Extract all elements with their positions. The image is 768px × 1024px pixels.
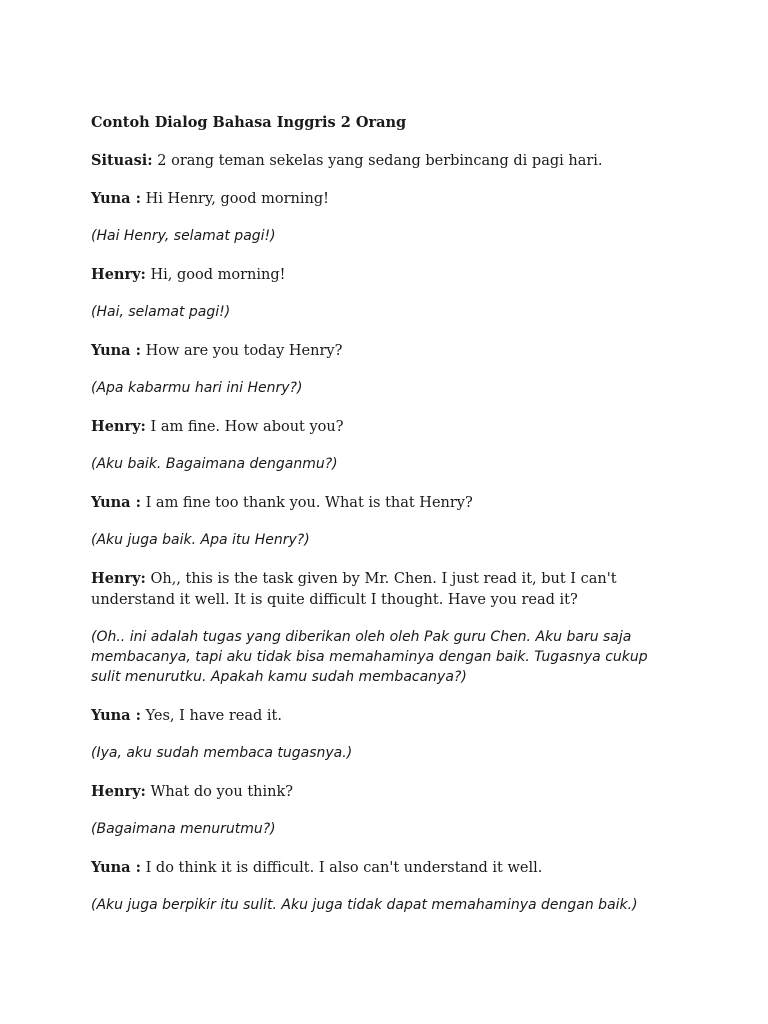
dialog-line xyxy=(91,416,681,438)
speaker-name: Yuna : xyxy=(91,342,141,359)
dialog-text: Yes, I have read it. xyxy=(140,708,282,724)
dialog-text: Hi, good morning! xyxy=(145,267,286,283)
translation-line: (Apa kabarmu hari ini Henry?) xyxy=(91,380,303,396)
translation-line: (Aku juga berpikir itu sulit. Aku juga tidak dapat memahaminya dengan baik.) xyxy=(91,897,638,913)
dialog-text: I do think it is difficult. I also can't understand it well. xyxy=(140,860,543,876)
translation-line: (Oh.. ini adalah tugas yang diberikan oleh oleh Pak guru Chen. Aku baru saja membacanya, tapi aku tidak bisa memahaminya dengan baik. Tugasnya cukup sulit menurutku. Apakah kamu sudah membacanya?) xyxy=(91,629,648,685)
translation-line: (Bagaimana menurutmu?) xyxy=(91,821,276,837)
dialog-line xyxy=(91,264,681,286)
translation-line: (Iya, aku sudah membaca tugasnya.) xyxy=(91,745,353,761)
translation-line: (Aku juga baik. Apa itu Henry?) xyxy=(91,532,310,548)
dialog-line xyxy=(91,781,681,803)
speaker-name: Yuna : xyxy=(91,494,141,511)
speaker-name: Henry: xyxy=(91,783,146,800)
dialog-line xyxy=(91,188,681,210)
speaker-name: Henry: xyxy=(91,570,146,587)
dialog-text: What do you think? xyxy=(145,784,294,800)
dialog-text: Oh,, this is the task given by Mr. Chen. I just read it, but I can't understand it well. It is quite difficult I thought. Have you read it? xyxy=(91,571,617,608)
speaker-name: Henry: xyxy=(91,418,146,435)
dialog-line xyxy=(91,705,681,727)
dialog-text: How are you today Henry? xyxy=(140,343,343,359)
translation-line: (Aku baik. Bagaimana denganmu?) xyxy=(91,456,338,472)
document-title: Contoh Dialog Bahasa Inggris 2 Orang xyxy=(91,114,407,131)
dialog-line xyxy=(91,857,681,879)
dialog-text: I am fine too thank you. What is that Henry? xyxy=(140,495,473,511)
situation-text: 2 orang teman sekelas yang sedang berbincang di pagi hari. xyxy=(152,153,603,169)
speaker-name: Henry: xyxy=(91,266,146,283)
speaker-name: Yuna : xyxy=(91,859,141,876)
situation-label: Situasi: xyxy=(91,152,153,169)
speaker-name: Yuna : xyxy=(91,190,141,207)
dialog-line xyxy=(91,492,681,514)
translation-line: (Hai, selamat pagi!) xyxy=(91,304,231,320)
situation-line xyxy=(91,150,681,172)
speaker-name: Yuna : xyxy=(91,707,141,724)
dialog-line xyxy=(91,340,681,362)
dialog-text: I am fine. How about you? xyxy=(145,419,344,435)
dialog-line xyxy=(91,568,676,611)
dialog-text: Hi Henry, good morning! xyxy=(140,191,329,207)
translation-line: (Hai Henry, selamat pagi!) xyxy=(91,228,276,244)
